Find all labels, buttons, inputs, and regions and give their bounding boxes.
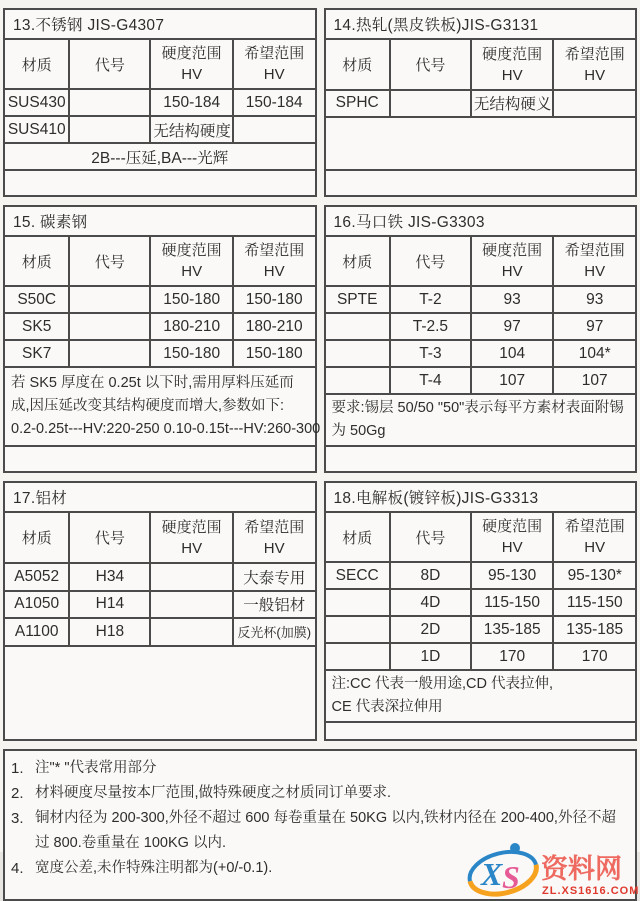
cell-desired: 170 bbox=[553, 643, 636, 670]
footnote-number: 2. bbox=[11, 785, 24, 802]
cell-hardness: 无结构硬度 bbox=[150, 116, 233, 143]
table-row bbox=[4, 563, 316, 590]
table-row bbox=[325, 90, 637, 117]
cell-desired: 107 bbox=[553, 367, 636, 394]
empty-row bbox=[4, 170, 316, 196]
cell-material bbox=[325, 616, 390, 643]
table-row bbox=[4, 313, 316, 340]
col-header-code: 代号 bbox=[69, 39, 150, 89]
cell-code bbox=[69, 313, 150, 340]
footnote-2 bbox=[11, 781, 627, 806]
table-row bbox=[4, 236, 316, 286]
table-16-tinplate bbox=[324, 205, 638, 473]
table-row bbox=[4, 340, 316, 367]
col-header-code: 代号 bbox=[390, 236, 471, 286]
cell-material bbox=[325, 589, 390, 616]
cell-code: H18 bbox=[69, 618, 150, 645]
cell-hardness: 93 bbox=[471, 286, 554, 313]
table-13-merged-note: 2B---压延,BA---光辉 bbox=[4, 143, 316, 170]
table-row bbox=[4, 39, 316, 89]
table-row bbox=[325, 340, 637, 367]
cell-code bbox=[69, 89, 150, 116]
cell-hardness: 170 bbox=[471, 643, 554, 670]
cell-material bbox=[325, 643, 390, 670]
cell-material: SK5 bbox=[4, 313, 69, 340]
empty-row bbox=[325, 170, 637, 196]
cell-hardness: 107 bbox=[471, 367, 554, 394]
xs-ziliao-watermark bbox=[465, 841, 640, 899]
cell-material: A1100 bbox=[4, 618, 69, 645]
cell-material bbox=[325, 313, 390, 340]
cell-hardness: 95-130 bbox=[471, 562, 554, 589]
col-header-desired: 希望范围 HV bbox=[553, 512, 636, 562]
table-row bbox=[4, 286, 316, 313]
cell-hardness: 104 bbox=[471, 340, 554, 367]
note-line: 0.2-0.25t---HV:220-250 0.10-0.15t---HV:260-300 bbox=[11, 421, 321, 437]
col-header-material: 材质 bbox=[4, 236, 69, 286]
footnote-text: 注"* "代表常用部分 bbox=[35, 760, 157, 776]
table-row bbox=[325, 39, 637, 90]
col-header-material: 材质 bbox=[325, 512, 390, 562]
table-row bbox=[4, 206, 316, 236]
col-header-code: 代号 bbox=[390, 512, 471, 562]
cell-desired bbox=[553, 90, 636, 117]
logo-letter-x: X bbox=[481, 856, 503, 892]
cell-code: H34 bbox=[69, 563, 150, 590]
cell-code: 1D bbox=[390, 643, 471, 670]
table-row bbox=[4, 591, 316, 618]
cell-material bbox=[325, 340, 390, 367]
table-row bbox=[4, 618, 316, 645]
cell-desired: 135-185 bbox=[553, 616, 636, 643]
col-header-desired: 希望范围 HV bbox=[233, 39, 316, 89]
cell-hardness bbox=[150, 591, 233, 618]
cell-desired: 180-210 bbox=[233, 313, 316, 340]
empty-row bbox=[325, 446, 637, 472]
table-row bbox=[4, 143, 316, 170]
footnote-number: 1. bbox=[11, 760, 24, 777]
cell-code: T-4 bbox=[390, 367, 471, 394]
table-row bbox=[325, 589, 637, 616]
table-row bbox=[4, 89, 316, 116]
table-17-title: 17.铝材 bbox=[4, 482, 316, 512]
table-row bbox=[4, 116, 316, 143]
col-header-desired: 希望范围 HV bbox=[233, 236, 316, 286]
table-17-aluminum bbox=[3, 481, 317, 741]
table-13-stainless-steel bbox=[3, 8, 317, 197]
table-row bbox=[325, 286, 637, 313]
cell-material: SK7 bbox=[4, 340, 69, 367]
cell-code bbox=[390, 90, 471, 117]
col-header-hardness: 硬度范围 HV bbox=[150, 512, 233, 563]
col-header-code: 代号 bbox=[390, 39, 471, 90]
cell-code: T-2 bbox=[390, 286, 471, 313]
cell-desired: 104* bbox=[553, 340, 636, 367]
table-row bbox=[325, 482, 637, 512]
cell-hardness: 150-184 bbox=[150, 89, 233, 116]
cell-material: A1050 bbox=[4, 591, 69, 618]
watermark-site-url: ZL.XS1616.COM bbox=[542, 885, 640, 897]
table-16-note bbox=[325, 394, 637, 446]
table-18-note bbox=[325, 670, 637, 722]
cell-material: SUS430 bbox=[4, 89, 69, 116]
cell-material: S50C bbox=[4, 286, 69, 313]
col-header-hardness: 硬度范围 HV bbox=[150, 39, 233, 89]
cell-desired: 115-150 bbox=[553, 589, 636, 616]
col-header-material: 材质 bbox=[325, 236, 390, 286]
note-line: 成,因压延改变其结构硬度而增大,参数如下: bbox=[11, 398, 285, 414]
cell-desired: 93 bbox=[553, 286, 636, 313]
cell-code: T-2.5 bbox=[390, 313, 471, 340]
table-row bbox=[325, 512, 637, 562]
cell-hardness bbox=[150, 563, 233, 590]
logo-letter-s: S bbox=[502, 859, 520, 895]
table-row bbox=[325, 313, 637, 340]
cell-material: SUS410 bbox=[4, 116, 69, 143]
footnote-number: 4. bbox=[11, 860, 24, 877]
table-row bbox=[325, 616, 637, 643]
logo-dot-icon bbox=[510, 843, 520, 853]
cell-code bbox=[69, 116, 150, 143]
cell-material bbox=[325, 367, 390, 394]
table-row bbox=[325, 643, 637, 670]
cell-hardness: 97 bbox=[471, 313, 554, 340]
tables-grid bbox=[3, 8, 637, 741]
table-14-title: 14.热轧(黑皮铁板)JIS-G3131 bbox=[325, 9, 637, 39]
cell-hardness: 180-210 bbox=[150, 313, 233, 340]
table-row bbox=[4, 482, 316, 512]
col-header-code: 代号 bbox=[69, 512, 150, 563]
col-header-code: 代号 bbox=[69, 236, 150, 286]
cell-desired: 150-180 bbox=[233, 340, 316, 367]
cell-code bbox=[69, 340, 150, 367]
cell-hardness: 无结构硬义 bbox=[471, 90, 554, 117]
cell-hardness bbox=[150, 618, 233, 645]
cell-hardness: 150-180 bbox=[150, 340, 233, 367]
cell-code: H14 bbox=[69, 591, 150, 618]
col-header-material: 材质 bbox=[4, 512, 69, 563]
col-header-material: 材质 bbox=[4, 39, 69, 89]
table-row bbox=[325, 236, 637, 286]
col-header-hardness: 硬度范围 HV bbox=[471, 39, 554, 90]
cell-desired: 150-184 bbox=[233, 89, 316, 116]
watermark-site-name: 资料网 bbox=[541, 854, 622, 884]
cell-code: 2D bbox=[390, 616, 471, 643]
cell-desired: 大泰专用 bbox=[233, 563, 316, 590]
footnote-1 bbox=[11, 756, 627, 781]
cell-hardness: 150-180 bbox=[150, 286, 233, 313]
col-header-desired: 希望范围 HV bbox=[553, 39, 636, 90]
cell-material: SECC bbox=[325, 562, 390, 589]
note-line: 为 50Gg bbox=[331, 423, 386, 439]
col-header-desired: 希望范围 HV bbox=[233, 512, 316, 563]
table-row bbox=[325, 9, 637, 39]
table-18-electro-galvanized bbox=[324, 481, 638, 741]
footnote-text: 过 800.卷重量在 100KG 以内. bbox=[35, 835, 226, 851]
note-line: CE 代表深拉伸用 bbox=[331, 699, 443, 715]
cell-desired: 一般铝材 bbox=[233, 591, 316, 618]
empty-row bbox=[4, 646, 316, 740]
footnote-number: 3. bbox=[11, 810, 24, 827]
cell-hardness: 115-150 bbox=[471, 589, 554, 616]
note-line: 注:CC 代表一般用途,CD 代表拉伸, bbox=[331, 676, 554, 692]
table-18-title: 18.电解板(镀锌板)JIS-G3313 bbox=[325, 482, 637, 512]
cell-desired: 150-180 bbox=[233, 286, 316, 313]
table-16-title: 16.马口铁 JIS-G3303 bbox=[325, 206, 637, 236]
cell-material: SPHC bbox=[325, 90, 390, 117]
table-row bbox=[4, 512, 316, 563]
empty-row bbox=[325, 117, 637, 170]
cell-code: T-3 bbox=[390, 340, 471, 367]
table-15-note bbox=[4, 367, 316, 446]
cell-code: 8D bbox=[390, 562, 471, 589]
col-header-material: 材质 bbox=[325, 39, 390, 90]
col-header-desired: 希望范围 HV bbox=[553, 236, 636, 286]
cell-material: SPTE bbox=[325, 286, 390, 313]
col-header-hardness: 硬度范围 HV bbox=[150, 236, 233, 286]
note-line: 要求:锡层 50/50 "50"表示每平方素材表面附锡 bbox=[331, 400, 624, 416]
empty-row bbox=[325, 722, 637, 740]
cell-desired bbox=[233, 116, 316, 143]
cell-material: A5052 bbox=[4, 563, 69, 590]
cell-code: 4D bbox=[390, 589, 471, 616]
cell-desired: 反光杯(加膜) bbox=[233, 618, 316, 645]
table-row bbox=[325, 367, 637, 394]
footnote-text: 铜材内径为 200-300,外径不超过 600 每卷重量在 50KG 以内,铁材内径在 200-400,外径不超 bbox=[35, 810, 616, 826]
note-line: 若 SK5 厚度在 0.25t 以下时,需用厚料压延而 bbox=[11, 375, 294, 391]
table-15-carbon-steel bbox=[3, 205, 321, 473]
table-15-title: 15. 碳素钢 bbox=[4, 206, 316, 236]
col-header-hardness: 硬度范围 HV bbox=[471, 236, 554, 286]
cell-hardness: 135-185 bbox=[471, 616, 554, 643]
table-13-title: 13.不锈钢 JIS-G4307 bbox=[4, 9, 316, 39]
footnotes-section bbox=[3, 749, 640, 901]
cell-desired: 95-130* bbox=[553, 562, 636, 589]
footnote-text: 宽度公差,未作特殊注明都为(+0/-0.1). bbox=[35, 860, 273, 876]
cell-desired: 97 bbox=[553, 313, 636, 340]
cell-code bbox=[69, 286, 150, 313]
footnote-text: 材料硬度尽量按本厂范围,做特殊硬度之材质同订单要求. bbox=[35, 785, 392, 801]
table-row bbox=[325, 206, 637, 236]
empty-row bbox=[4, 446, 316, 472]
table-row bbox=[325, 562, 637, 589]
table-row bbox=[4, 9, 316, 39]
table-14-hot-rolled bbox=[324, 8, 638, 197]
col-header-hardness: 硬度范围 HV bbox=[471, 512, 554, 562]
